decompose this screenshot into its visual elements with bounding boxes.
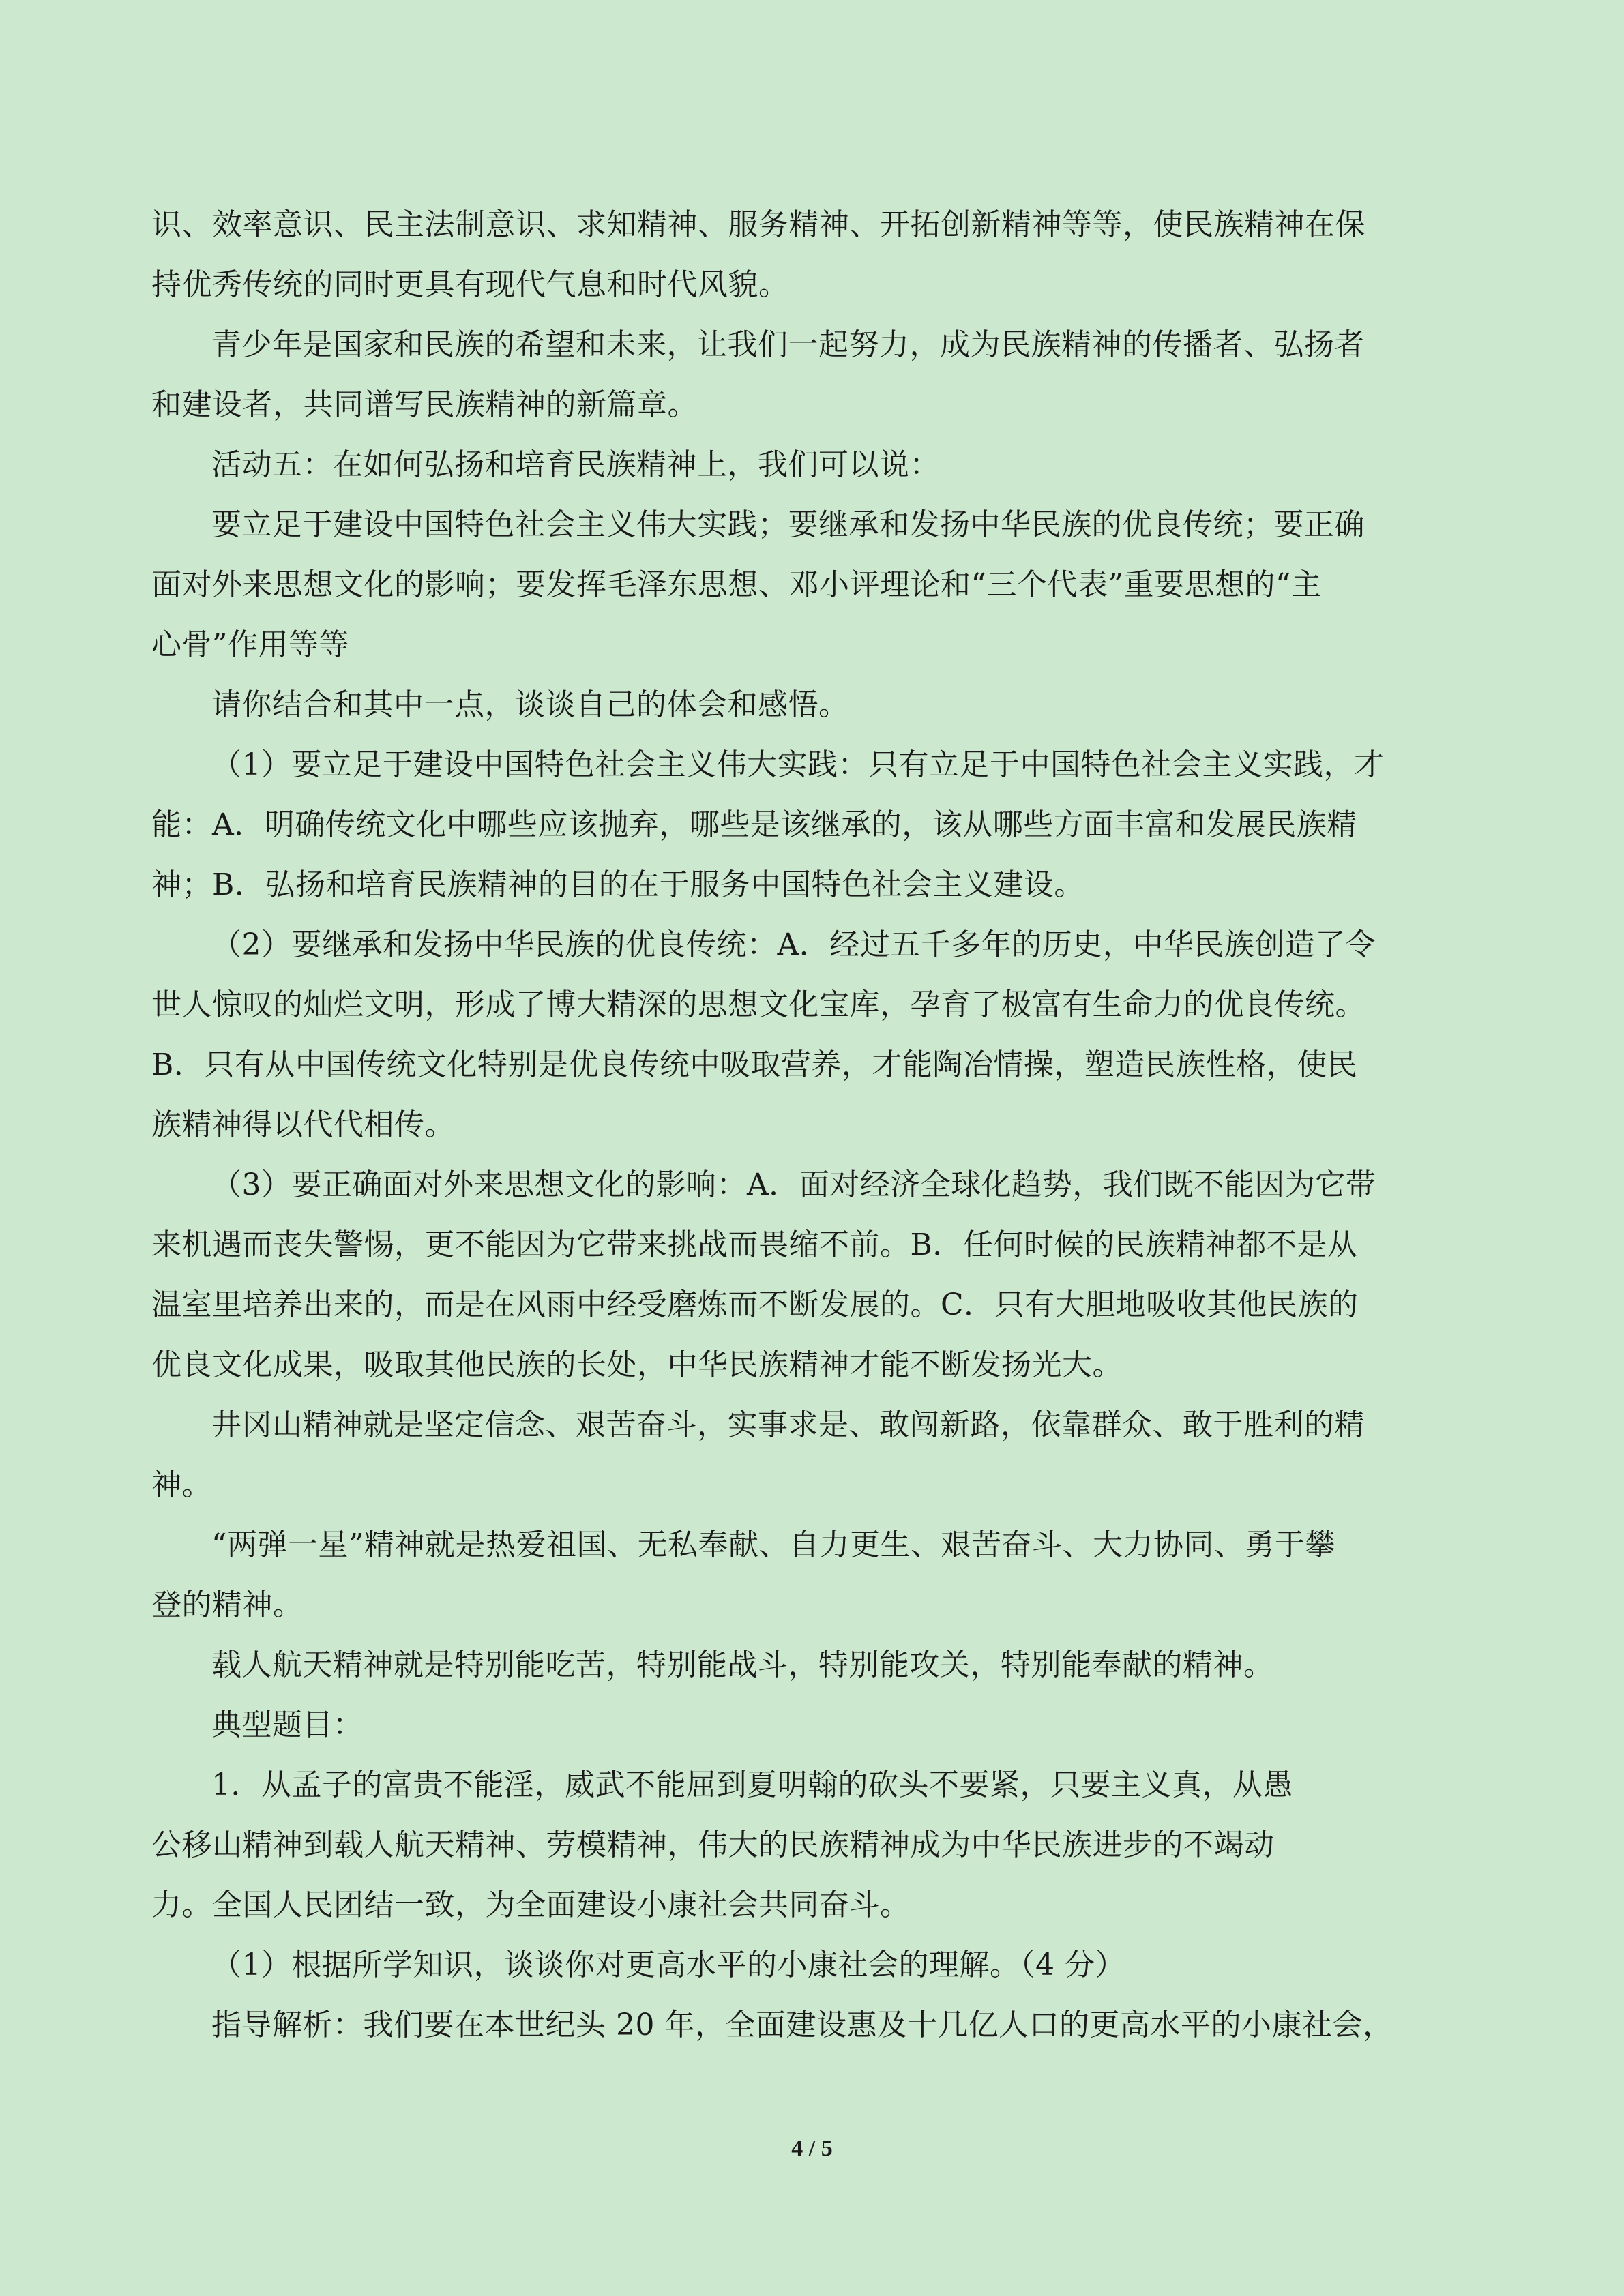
text-line: B．只有从中国传统文化特别是优良传统中吸取营养，才能陶冶情操，塑造民族性格，使民 [151, 1047, 1358, 1082]
text-line: （2）要继承和发扬中华民族的优良传统：A．经过五千多年的历史，中华民族创造了令 [211, 927, 1376, 962]
text-line: 指导解析：我们要在本世纪头 20 年，全面建设惠及十几亿人口的更高水平的小康社会， [211, 2008, 1393, 2042]
text-line: 来机遇而丧失警惕，更不能因为它带来挑战而畏缩不前。B．任何时候的民族精神都不是从 [151, 1227, 1358, 1262]
text-line: 典型题目： [211, 1708, 364, 1742]
text-line: 和建设者，共同谱写民族精神的新篇章。 [151, 387, 698, 422]
text-line: 能：A．明确传统文化中哪些应该抛弃，哪些是该继承的，该从哪些方面丰富和发展民族精 [151, 807, 1357, 842]
text-line: 活动五：在如何弘扬和培育民族精神上，我们可以说： [211, 447, 940, 482]
text-line: 持优秀传统的同时更具有现代气息和时代风貌。 [151, 267, 789, 302]
text-line: （3）要正确面对外来思想文化的影响：A．面对经济全球化趋势，我们既不能因为它带 [211, 1167, 1376, 1202]
text-line: 面对外来思想文化的影响；要发挥毛泽东思想、邓小评理论和“三个代表”重要思想的“主 [151, 567, 1322, 602]
text-line: 世人惊叹的灿烂文明，形成了博大精深的思想文化宝库，孕育了极富有生命力的优良传统。 [151, 987, 1365, 1022]
text-line: 优良文化成果，吸取其他民族的长处，中华民族精神才能不断发扬光大。 [151, 1347, 1123, 1382]
text-line: 要立足于建设中国特色社会主义伟大实践；要继承和发扬中华民族的优良传统；要正确 [211, 507, 1365, 542]
text-line: 神；B．弘扬和培育民族精神的目的在于服务中国特色社会主义建设。 [151, 867, 1084, 902]
text-line: 登的精神。 [151, 1587, 304, 1622]
text-line: 力。全国人民团结一致，为全面建设小康社会共同奋斗。 [151, 1888, 911, 1922]
text-line: 请你结合和其中一点，谈谈自己的体会和感悟。 [211, 687, 849, 722]
text-line: （1）根据所学知识，谈谈你对更高水平的小康社会的理解。（4 分） [211, 1948, 1125, 1982]
text-line: 1．从孟子的富贵不能淫，威武不能屈到夏明翰的砍头不要紧，只要主义真，从愚 [211, 1768, 1293, 1802]
text-line: 心骨”作用等等 [151, 627, 349, 662]
text-line: 识、效率意识、民主法制意识、求知精神、服务精神、开拓创新精神等等，使民族精神在保 [151, 207, 1365, 242]
text-line: （1）要立足于建设中国特色社会主义伟大实践：只有立足于中国特色社会主义实践，才 [211, 747, 1385, 782]
text-line: 青少年是国家和民族的希望和未来，让我们一起努力，成为民族精神的传播者、弘扬者 [211, 327, 1365, 362]
text-line: 井冈山精神就是坚定信念、艰苦奋斗，实事求是、敢闯新路，依靠群众、敢于胜利的精 [211, 1407, 1365, 1442]
text-line: 族精神得以代代相传。 [151, 1107, 455, 1142]
text-line: 温室里培养出来的，而是在风雨中经受磨炼而不断发展的。C．只有大胆地吸收其他民族的 [151, 1287, 1359, 1322]
text-line: 载人航天精神就是特别能吃苦，特别能战斗，特别能攻关，特别能奉献的精神。 [211, 1648, 1274, 1682]
page-number: 4 / 5 [791, 2136, 833, 2161]
text-line: “两弹一星”精神就是热爱祖国、无私奉献、自力更生、艰苦奋斗、大力协同、勇于攀 [211, 1527, 1335, 1562]
text-line: 神。 [151, 1467, 212, 1502]
text-line: 公移山精神到载人航天精神、劳模精神，伟大的民族精神成为中华民族进步的不竭动 [151, 1828, 1275, 1862]
